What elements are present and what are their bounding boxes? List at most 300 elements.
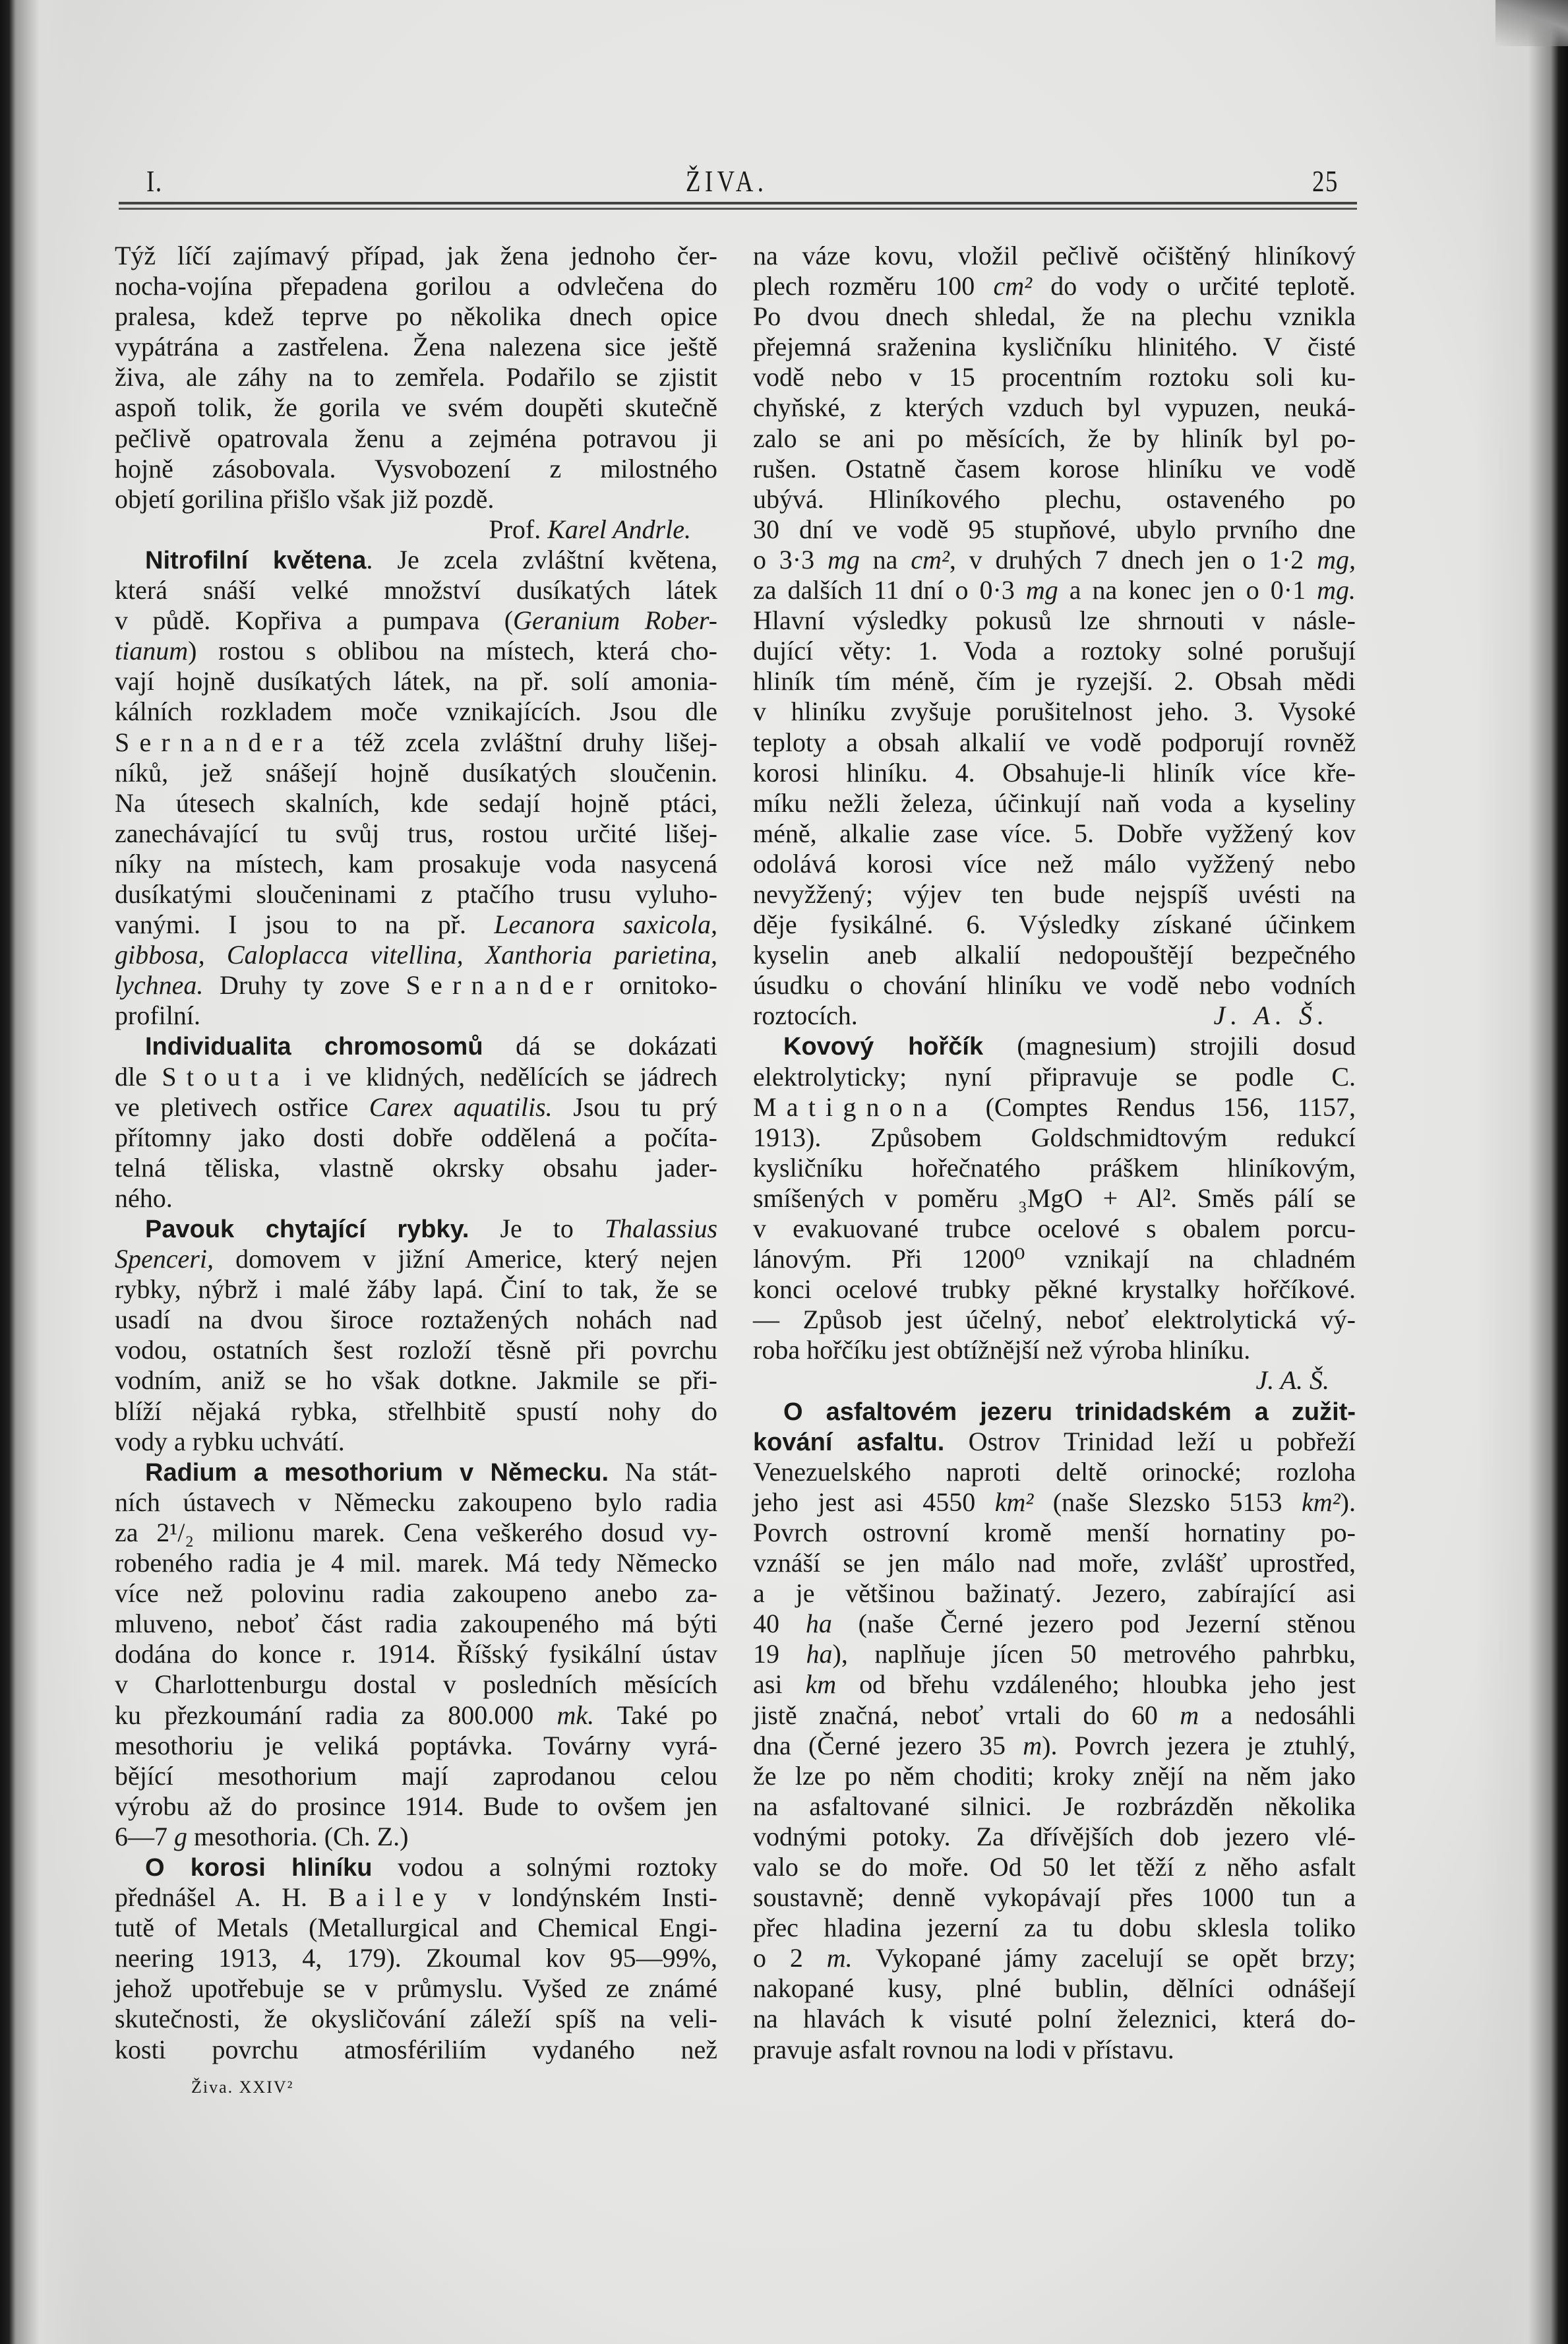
text-line [753,788,1356,818]
text: na hlavách k visuté polní železnici, která do- [753,2004,1356,2034]
text-line [115,1943,717,1973]
italic-text: km² [994,1487,1034,1517]
text-line [753,514,1356,545]
text-line [115,1822,717,1852]
author-signature [753,1365,1356,1396]
text-line [753,910,1356,940]
signature-line [115,514,717,545]
italic-text: m. [826,1943,853,1973]
italic-text: m [1023,1730,1042,1760]
paragraph [115,1457,717,1852]
text: Na útesech skalních, kde sedají hojně ptáci, [115,787,717,818]
heading-text: Nitrofilní květena [145,546,367,574]
text: do vody o určité teplotě. [1032,271,1356,301]
text: kálních rozkladem moče vznikajících. Jsou dle [115,696,717,727]
paragraph [753,1031,1356,1365]
italic-text: ha [806,1639,833,1669]
text: . Je zcela zvláštní květena, [366,544,717,574]
text: neering 1913, 4, 179). Zkoumal kov 95—99%, [115,1943,717,1973]
italic-text: Carex aquatilis. [369,1092,553,1122]
text: Hlavní výsledky pokusů lze shrnouti v násle- [753,605,1356,636]
text: ubývá. Hliníkového plechu, ostaveného po [753,483,1356,514]
text: zanechávající tu svůj trus, rostou určité lišej- [115,818,717,848]
text: 6—7 [115,1821,174,1851]
italic-text: mg, [1317,544,1356,574]
text: konci ocelové trubky pěkné krystalky hořčíkové. [753,1274,1356,1305]
text: vznáší se jen málo nad moře, zvlášť uprostřed, [753,1548,1356,1578]
text-line [115,1457,717,1487]
text: ), naplňuje jícen 50 metrového pahrbku, [832,1639,1356,1669]
italic-text: g [174,1821,187,1851]
text: korosi hliníku. 4. Obsahuje-li hliník více kře- [753,757,1356,787]
text-line [115,575,717,605]
text: a je většinou bažinatý. Jezero, zabírající asi [753,1578,1356,1609]
text: a nedosáhli [1199,1700,1356,1730]
text-line [753,1396,1356,1427]
paragraph [115,1214,717,1457]
text: elektrolyticky; nyní připravuje se podle C. [753,1061,1356,1092]
text-line [115,1365,717,1396]
text-line [753,1731,1356,1761]
italic-text: mg [1025,575,1058,605]
text-line [115,1731,717,1761]
text: přítomny jako dosti dobře oddělená a počíta- [115,1122,717,1152]
text: blíží nějaká rybka, střelhbitě spustí nohy do [115,1396,717,1426]
italic-text: Spenceri, [115,1244,214,1274]
text: jeho jest asi 4550 [753,1487,995,1517]
heading-text: Radium a mesothorium v Německu. [145,1458,609,1487]
text-line [115,788,717,818]
italic-text: Geranium Rober- [513,605,717,636]
text: od břehu vzdáleného; hloubka jeho jest [836,1669,1356,1700]
text: (naše Slezsko 5153 [1033,1487,1302,1517]
text-line [115,605,717,636]
text-line [115,636,717,666]
text-line [753,2035,1356,2065]
text-line [753,454,1356,484]
text: vodním, aniž se ho však dotkne. Jakmile se při- [115,1365,717,1396]
text-line [115,1244,717,1274]
page-number: 25 [1312,164,1339,198]
text: v evakuované trubce ocelové s obalem porcu- [753,1214,1356,1243]
text: dodána do konce r. 1914. Říšský fysikální ústav [115,1639,717,1669]
text: vody a rybku uchvátí. [115,1426,345,1456]
text-line [753,1487,1356,1518]
header-rule-thin [119,208,1357,210]
text-line [115,1305,717,1335]
volume-number: I. [146,164,163,198]
text: hojně zásobovala. Vysvobození z milostného [115,453,717,483]
text-line [115,1913,717,1943]
text-line [753,879,1356,910]
text: valo se do moře. Od 50 let těží z něho asfalt [753,1851,1356,1882]
text: nocha-vojína přepadena gorilou a odvlečena do [115,271,717,301]
text: asi [753,1669,806,1700]
text-line [753,727,1356,758]
text: Je to [469,1214,605,1243]
text: ). Povrch jezera je ztuhlý, [1042,1730,1356,1760]
text: rušen. Ostatně časem korose hliníku ve vodě [753,453,1356,483]
text-line [753,1973,1356,2004]
text-line [115,1062,717,1092]
italic-text: J. A. Š. [1255,1365,1329,1396]
text: níků, jež snášejí hojně dusíkatých sloučenin. [115,757,717,787]
text-line [115,2035,717,2065]
text-line [115,940,717,970]
text: vodnými potoky. Za dřívějších dob jezero vlé- [753,1821,1356,1851]
text: mesothoriu je veliká poptávka. Továrny vyrá- [115,1730,717,1760]
text-line [115,758,717,788]
text: 19 [753,1639,806,1669]
text: ních ústavech v Německu zakoupeno bylo radia [115,1487,717,1517]
text-line [753,1123,1356,1153]
text: v londýnském Insti- [457,1882,717,1913]
signature-mark: Živa. XXIV² [191,2078,294,2097]
text: vodě nebo v 15 procentním roztoku soli ku- [753,362,1356,392]
text-line [115,1487,717,1518]
spaced-name: Stouta [162,1061,289,1092]
text-line [753,849,1356,879]
text-line [753,1244,1356,1274]
text: jistě značná, neboť vrtali do 60 [753,1700,1180,1730]
text-line [753,332,1356,362]
text-line [115,1183,717,1214]
paragraph [753,1396,1356,2065]
text-line [753,423,1356,454]
paragraph [115,1852,717,2065]
text-line [115,1669,717,1700]
text: přejemná sraženina kysličníku hlinitého. V čisté [753,332,1356,362]
text-line [753,1700,1356,1731]
text: úsudku o chování hliníku ve vodě nebo vodních [753,970,1356,1001]
text: Venezuelského naproti deltě orinocké; rozloha [753,1456,1356,1487]
text: pralesa, kdež teprve po několika dnech opice [115,301,717,332]
text-line [115,666,717,696]
heading-text: O asfaltovém jezeru trinidadském a zužit- [783,1398,1356,1426]
text: 30 dní ve vodě 95 stupňové, ubylo prvního dne [753,514,1356,544]
text-line [753,1092,1356,1123]
text: ). [1340,1487,1356,1517]
text-line [753,1274,1356,1305]
text: soustavně; denně vykopávají přes 1000 tun a [753,1882,1356,1913]
text: dna (Černé jezero 35 [753,1730,1023,1760]
text: Jsou tu prý [552,1092,717,1122]
heading-text: Pavouk chytající rybky. [145,1216,469,1243]
text: roztocích. [753,1001,858,1031]
italic-text: mg. [1317,575,1356,605]
text: mluveno, neboť část radia zakoupeného má býti [115,1609,717,1639]
text: aspoň tolik, že gorila ve svém doupěti skutečně [115,392,717,423]
text-line [753,1882,1356,1913]
author-signature [115,514,717,545]
text: která snáší velké množství dusíkatých látek [115,575,717,605]
text: za 2¹/₂ milionu marek. Cena veškerého dosud vy- [115,1517,717,1547]
text: Ostrov Trinidad leží u pobřeží [944,1426,1356,1456]
text: v Charlottenburgu dostal v posledních měsících [115,1669,717,1700]
text-line [115,1427,717,1457]
italic-text: km² [1302,1487,1341,1517]
text-line [115,423,717,454]
text-line [115,727,717,758]
text-line [753,301,1356,332]
text: mesothoria. (Ch. Z.) [187,1821,409,1851]
text-line [115,1123,717,1153]
text-line [115,1548,717,1578]
paragraph [115,1031,717,1214]
text-line [115,879,717,910]
spaced-name: Matignona [753,1092,958,1122]
text: v hliníku zvyšuje porušitelnost jeho. 3. Vysoké [753,696,1356,727]
text-line [115,1761,717,1791]
heading-text: Individualita chromosomů [145,1033,483,1061]
text: i ve klidných, nedělících se jádrech [289,1061,718,1092]
text: vodou a solnými roztoky [372,1851,717,1882]
spaced-name: Sernander [406,970,603,1001]
text-line [115,454,717,484]
text: robeného radia je 4 mil. marek. Má tedy Německo [115,1548,717,1578]
spaced-name: Bailey [328,1882,458,1913]
left-column [115,241,717,2065]
paragraph [753,241,1356,1031]
italic-text: lychnea. [115,970,204,1001]
text-line [115,2004,717,2034]
text-line [115,1153,717,1183]
text-line [115,1973,717,2004]
text: 40 [753,1609,806,1639]
text: teploty a obsah alkalií ve vodě podporují rovněž [753,727,1356,757]
text: Také po [594,1700,717,1730]
journal-title: ŽIVA. [686,164,768,198]
text-line [753,575,1356,605]
text: profilní. [115,1001,200,1031]
text-line [753,484,1356,514]
text: živa, ale záhy na to zemřela. Podařilo se zjistit [115,362,717,392]
text-line [753,1578,1356,1609]
right-column [753,241,1356,2065]
text: na [859,544,911,574]
text-line [753,2004,1356,2034]
text: plech rozměru 100 [753,271,994,301]
text-line [115,1791,717,1822]
text-line [115,1518,717,1548]
text: více než polovinu radia zakoupeno anebo za- [115,1578,717,1609]
text-line [753,545,1356,575]
text-line [753,970,1356,1001]
text-line [753,1214,1356,1244]
text-line [115,1092,717,1123]
text-line [115,1335,717,1365]
text: dující věty: 1. Voda a roztoky solné porušují [753,636,1356,666]
text-line [115,545,717,575]
text: roba hořčíku jest obtížnější než výroba hliníku. [753,1335,1251,1365]
text-line [753,1427,1356,1457]
text: usadí na dvou široce roztažených nohách nad [115,1305,717,1335]
text: kyselin aneb alkalií nedopouštějí bezpečného [753,940,1356,970]
text: pečlivě opatrovala ženu a zejména potravou ji [115,423,717,453]
text-line [115,970,717,1001]
text: též zcela zvláštní druhy lišej- [333,727,717,757]
header-rule [119,202,1357,204]
text: na asfaltované silnici. Je rozbrázděn několika [753,1791,1356,1821]
text: Týž líčí zajímavý případ, jak žena jednoho čer- [115,241,717,270]
text-line [753,1457,1356,1487]
text-line [115,271,717,301]
text: smíšených v poměru ₃MgO + Al². Směs pálí se [753,1183,1356,1213]
text-line [753,1943,1356,1973]
text-line [115,818,717,849]
text: ) rostou s oblibou na místech, která cho- [188,636,717,666]
text: vanými. I jsou to na př. [115,910,495,940]
text-line [115,1001,717,1031]
italic-text: Lecanora saxicola, [494,910,717,940]
text: domovem v jižní Americe, který nejen [213,1244,717,1274]
text: kosti povrchu atmosfériliím vydaného než [115,2034,717,2064]
text: objetí gorilina přišlo však již pozdě. [115,483,495,514]
text-line [753,1062,1356,1092]
italic-text: Karel Andrle. [547,514,691,544]
text: (magnesium) strojili dosud [983,1031,1356,1061]
text: , v druhých 7 dnech jen o 1·2 [949,544,1317,574]
text: Druhy ty zove [203,970,406,1001]
italic-text: tianum [115,636,189,666]
italic-text: mg [827,544,860,574]
text-line [753,636,1356,666]
text-line [753,1609,1356,1639]
text: (Comptes Rendus 156, 1157, [957,1092,1356,1122]
text: odolává korosi více než málo vyžžený nebo [753,848,1356,879]
text-line [753,1913,1356,1943]
text: vají hojně dusíkatých látek, na př. solí amonia- [115,666,717,696]
text: přec hladina jezerní za tu dobu sklesla toliko [753,1913,1356,1943]
text-line [753,1305,1356,1335]
text: o 3·3 [753,544,828,574]
text: dá se dokázati [483,1031,717,1061]
italic-text: Thalassius [604,1214,718,1243]
text: hliník tím méně, čím je ryzejší. 2. Obsah mědi [753,666,1356,696]
text: nevyžžený; výjev ten bude nejspíš uvésti na [753,879,1356,909]
text-line [753,696,1356,727]
text-line [115,910,717,940]
italic-text: cm² [993,271,1033,301]
text-line [753,1761,1356,1791]
text: Povrch ostrovní kromě menší hornatiny po- [753,1517,1356,1547]
text-line [753,818,1356,849]
spaced-name: Sernandera [115,727,334,757]
text-line [753,1639,1356,1669]
paragraph [115,545,717,1032]
text: (naše Černé jezero pod Jezerní stěnou [831,1609,1356,1639]
text: míku nežli železa, účinkují naň voda a kyseliny [753,787,1356,818]
heading-text: O korosi hliníku [145,1853,373,1882]
italic-text: gibbosa, Caloplacca vitellina, Xanthoria parietina, [115,940,717,970]
text: ornitoko- [603,970,717,1001]
text-line [115,1639,717,1669]
author-signature: J. A. Š. [1213,1001,1329,1031]
text-line [115,696,717,727]
text-line [753,392,1356,423]
text: v půdě. Kopřiva a pumpava ( [115,605,514,636]
text-line [753,1031,1356,1061]
text-line [753,758,1356,788]
text-line [753,362,1356,392]
scan-edge-artifact [1495,0,1568,46]
heading-text: kování asfaltu. [753,1428,945,1456]
text: méně, alkalie zase více. 5. Dobře vyžžený kov [753,818,1356,848]
italic-text: mk. [557,1700,595,1730]
paragraph [115,241,717,514]
text-line [753,1822,1356,1852]
text-line [115,1700,717,1731]
text: telná těliska, vlastně okrsky obsahu jader- [115,1152,717,1183]
text-line [115,1852,717,1882]
text: přednášel A. H. [115,1882,328,1913]
italic-text: ha [805,1609,832,1639]
text: na váze kovu, vložil pečlivě očištěný hliníkový [753,241,1356,270]
text-line [115,332,717,362]
text-line [115,1031,717,1061]
text-line [115,484,717,514]
text-line [753,605,1356,636]
text-line [115,301,717,332]
text-line [115,1214,717,1244]
text-line [115,241,717,271]
text: pravuje asfalt rovnou na lodi v přístavu. [753,2034,1174,2064]
text-line [753,940,1356,970]
text: děje fysikálné. 6. Výsledky získané účinkem [753,910,1356,940]
text: ku přezkoumání radia za 800.000 [115,1700,557,1730]
text-line [115,849,717,879]
text: zalo se ani po měsících, že by hliník byl po- [753,423,1356,453]
text: že lze po něm choditi; kroky znějí na něm jako [753,1760,1356,1791]
text: Vykopané jámy zacelují se opět brzy; [852,1943,1356,1973]
text: dusíkatými sloučeninami z ptačího trusu vyluho- [115,879,717,909]
italic-text: cm² [911,544,950,574]
text-line [753,666,1356,696]
text: níky na místech, kam prosakuje voda nasycená [115,848,717,879]
text-line [115,1274,717,1305]
text: chyňské, z kterých vzduch byl vypuzen, neuká- [753,392,1356,423]
signature-line [753,1365,1356,1396]
text-line [753,241,1356,271]
text-line [753,1669,1356,1700]
text-line [753,1183,1356,1214]
text: výrobu až do prosince 1914. Bude to ovšem jen [115,1791,717,1821]
text: lánovým. Při 1200⁰ vznikají na chladném [753,1244,1356,1274]
text-line [115,1882,717,1913]
text: kysličníku hořečnatého práškem hliníkovým, [753,1152,1356,1183]
text: 1913). Způsobem Goldschmidtovým redukcí [753,1122,1356,1152]
text-line [753,1518,1356,1548]
text-line [753,1335,1356,1365]
text: vypátrána a zastřelena. Žena nalezena sice ještě [115,332,717,362]
text: Na stát- [609,1456,717,1487]
text-line [753,271,1356,301]
text: a na konec jen o 0·1 [1058,575,1317,605]
text: rybky, nýbrž i malé žáby lapá. Činí to tak, že se [115,1274,717,1305]
heading-text: Kovový hořčík [783,1033,984,1061]
text-line [115,1609,717,1639]
text: Po dvou dnech shledal, že na plechu vznikla [753,301,1356,332]
text: — Způsob jest účelný, neboť elektrolytická vý- [753,1305,1356,1335]
text: o 2 [753,1943,827,1973]
text-line [115,392,717,423]
text: dle [115,1061,162,1092]
text: ného. [115,1183,173,1213]
text: jehož upotřebuje se v průmyslu. Vyšed ze známé [115,1973,717,2004]
italic-text: m [1180,1700,1199,1730]
text-line [115,1396,717,1427]
text-line [115,1578,717,1609]
